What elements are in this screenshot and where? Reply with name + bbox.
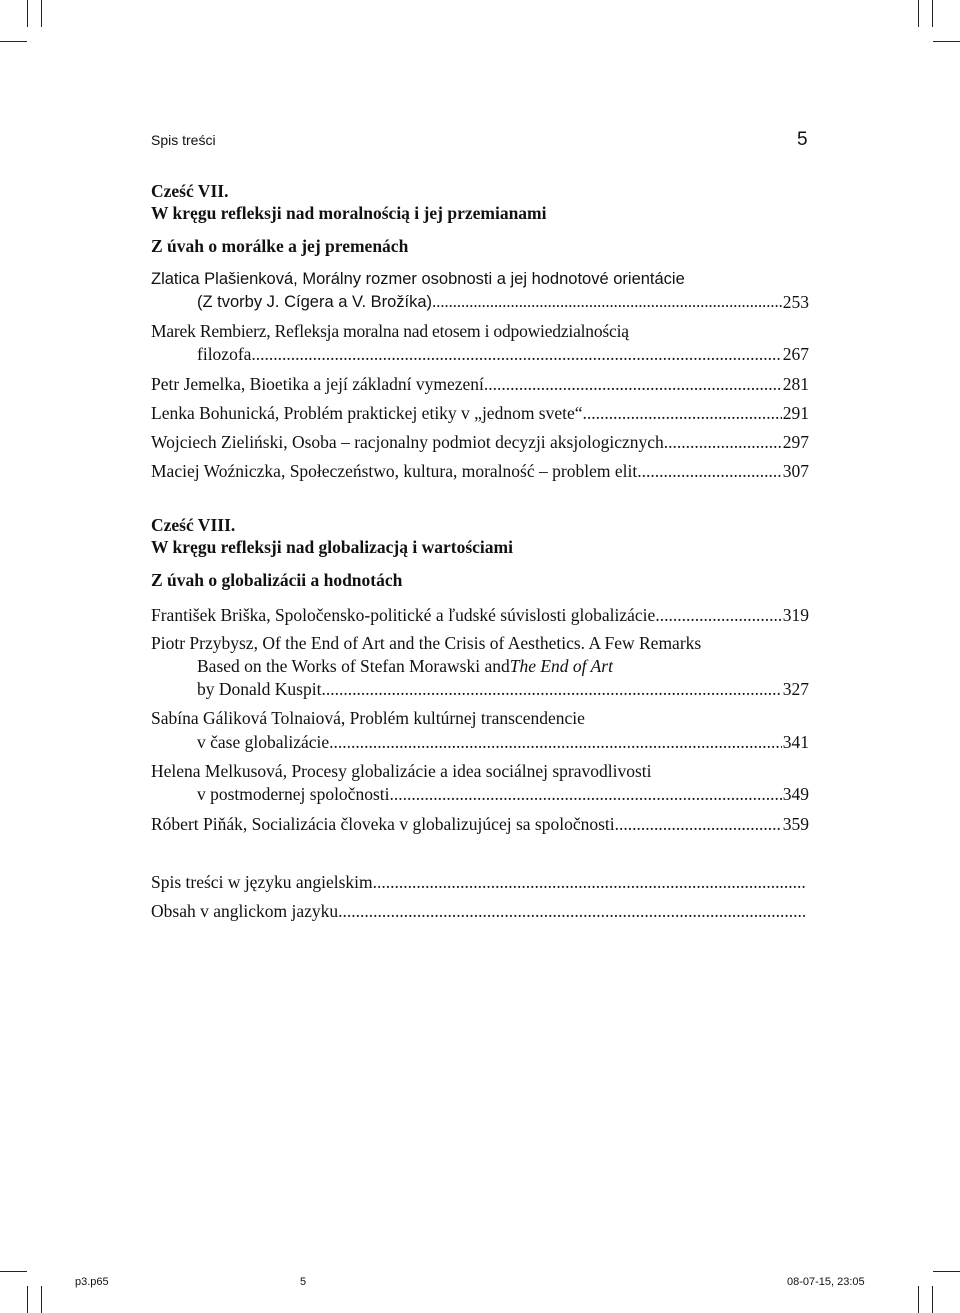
page-number: 307 xyxy=(782,461,809,481)
crop-mark xyxy=(0,1271,27,1272)
toc-entry xyxy=(197,343,809,365)
toc-entry-text: Wojciech Zieliński, Osoba – racjonalny podmiot decyzji aksjologicznych xyxy=(151,432,664,452)
page-number: 281 xyxy=(782,374,809,394)
toc-entry-line: Piotr Przybysz, Of the End of Art and the Crisis of Aesthetics. A Few Remarks xyxy=(151,633,702,653)
toc-entry xyxy=(151,604,809,626)
crop-mark xyxy=(27,1286,28,1313)
page-number: 327 xyxy=(782,679,809,699)
toc-entry-line xyxy=(197,655,613,677)
page-number: 359 xyxy=(782,814,809,834)
leader-dots xyxy=(637,460,782,482)
toc-entry xyxy=(151,402,809,424)
crop-mark xyxy=(932,0,933,27)
part-title-polish: W kręgu refleksji nad globalizacją i wartościami xyxy=(151,537,513,557)
page-number: 253 xyxy=(782,292,809,312)
toc-entry xyxy=(197,678,809,700)
toc-entry-line: Zlatica Plašienková, Morálny rozmer osobnosti a jej hodnotové orientácie xyxy=(151,270,685,288)
part-label: Cześć VIII. xyxy=(151,515,236,535)
toc-entry xyxy=(197,291,809,313)
toc-entry-text: Lenka Bohunická, Problém praktickej etiky v „jednom svete“ xyxy=(151,403,583,423)
leader-dots xyxy=(389,783,781,805)
part-label: Cześć VII. xyxy=(151,181,229,201)
page-number: 341 xyxy=(782,732,809,752)
page-number: 267 xyxy=(782,344,809,364)
crop-mark xyxy=(932,1286,933,1313)
running-header-page-number: 5 xyxy=(797,129,808,150)
crop-mark xyxy=(0,41,27,42)
toc-entry-text: Based on the Works of Stefan Morawski and xyxy=(197,656,510,676)
toc-entry-text: v postmodernej spoločnosti xyxy=(197,784,390,804)
toc-entry-text: by Donald Kuspit xyxy=(197,679,322,699)
footer-page-number: 5 xyxy=(300,1276,307,1288)
toc-entry-italic-title: The End of Art xyxy=(509,656,613,676)
leader-dots xyxy=(329,731,782,753)
leader-dots xyxy=(664,431,782,453)
page-number: 291 xyxy=(782,403,809,423)
leader-dots xyxy=(373,871,805,893)
part-title-slovak: Z úvah o globalizácii a hodnotách xyxy=(151,570,403,590)
toc-entry xyxy=(197,731,809,753)
crop-mark xyxy=(933,1271,960,1272)
toc-entry-text: Róbert Piňák, Socializácia človeka v globalizujúcej sa spoločnosti xyxy=(151,814,615,834)
leader-dots xyxy=(615,813,782,835)
toc-entry xyxy=(151,460,809,482)
crop-mark xyxy=(918,0,919,27)
toc-entry-text: Spis treści w języku angielskim xyxy=(151,872,373,892)
toc-entry-text: v čase globalizácie xyxy=(197,732,330,752)
page-number: 349 xyxy=(782,784,809,804)
toc-entry-line: Marek Rembierz, Refleksja moralna nad etosem i odpowiedzialnością xyxy=(151,321,629,341)
crop-mark xyxy=(918,1286,919,1313)
leader-dots xyxy=(655,604,781,626)
toc-entry-text: Petr Jemelka, Bioetika a její základní vymezení xyxy=(151,374,484,394)
crop-mark xyxy=(41,0,42,27)
page-number: 297 xyxy=(782,432,809,452)
toc-entry-line: Helena Melkusová, Procesy globalizácie a idea sociálnej spravodlivosti xyxy=(151,761,652,781)
footer-file-name: p3.p65 xyxy=(75,1276,109,1288)
running-header-title: Spis treści xyxy=(151,132,216,148)
toc-entry xyxy=(151,373,809,395)
leader-dots xyxy=(484,373,782,395)
toc-entry-text: filozofa xyxy=(197,344,252,364)
footer-timestamp: 08-07-15, 23:05 xyxy=(787,1276,865,1288)
crop-mark xyxy=(41,1286,42,1313)
page-number: 319 xyxy=(782,605,809,625)
toc-entry-line: Sabína Gáliková Tolnaiová, Problém kultúrnej transcendencie xyxy=(151,708,585,728)
toc-entry xyxy=(151,900,805,922)
part-title-slovak: Z úvah o morálke a jej premenách xyxy=(151,236,409,256)
leader-dots xyxy=(432,291,782,313)
toc-entry-text: František Briška, Spoločensko-politické a ľudské súvislosti globalizácie xyxy=(151,605,656,625)
leader-dots xyxy=(251,343,781,365)
leader-dots xyxy=(338,900,805,922)
toc-entry xyxy=(151,871,805,893)
toc-entry-text: Obsah v anglickom jazyku xyxy=(151,901,339,921)
leader-dots xyxy=(583,402,782,424)
toc-entry xyxy=(151,813,809,835)
crop-mark xyxy=(27,0,28,27)
crop-mark xyxy=(933,41,960,42)
toc-entry-text: Maciej Woźniczka, Społeczeństwo, kultura, moralność – problem elit xyxy=(151,461,638,481)
toc-entry-text: (Z tvorby J. Cígera a V. Brožíka) xyxy=(197,293,433,311)
leader-dots xyxy=(321,678,781,700)
toc-entry xyxy=(197,783,809,805)
part-title-polish: W kręgu refleksji nad moralnością i jej przemianami xyxy=(151,203,547,223)
toc-entry xyxy=(151,431,809,453)
